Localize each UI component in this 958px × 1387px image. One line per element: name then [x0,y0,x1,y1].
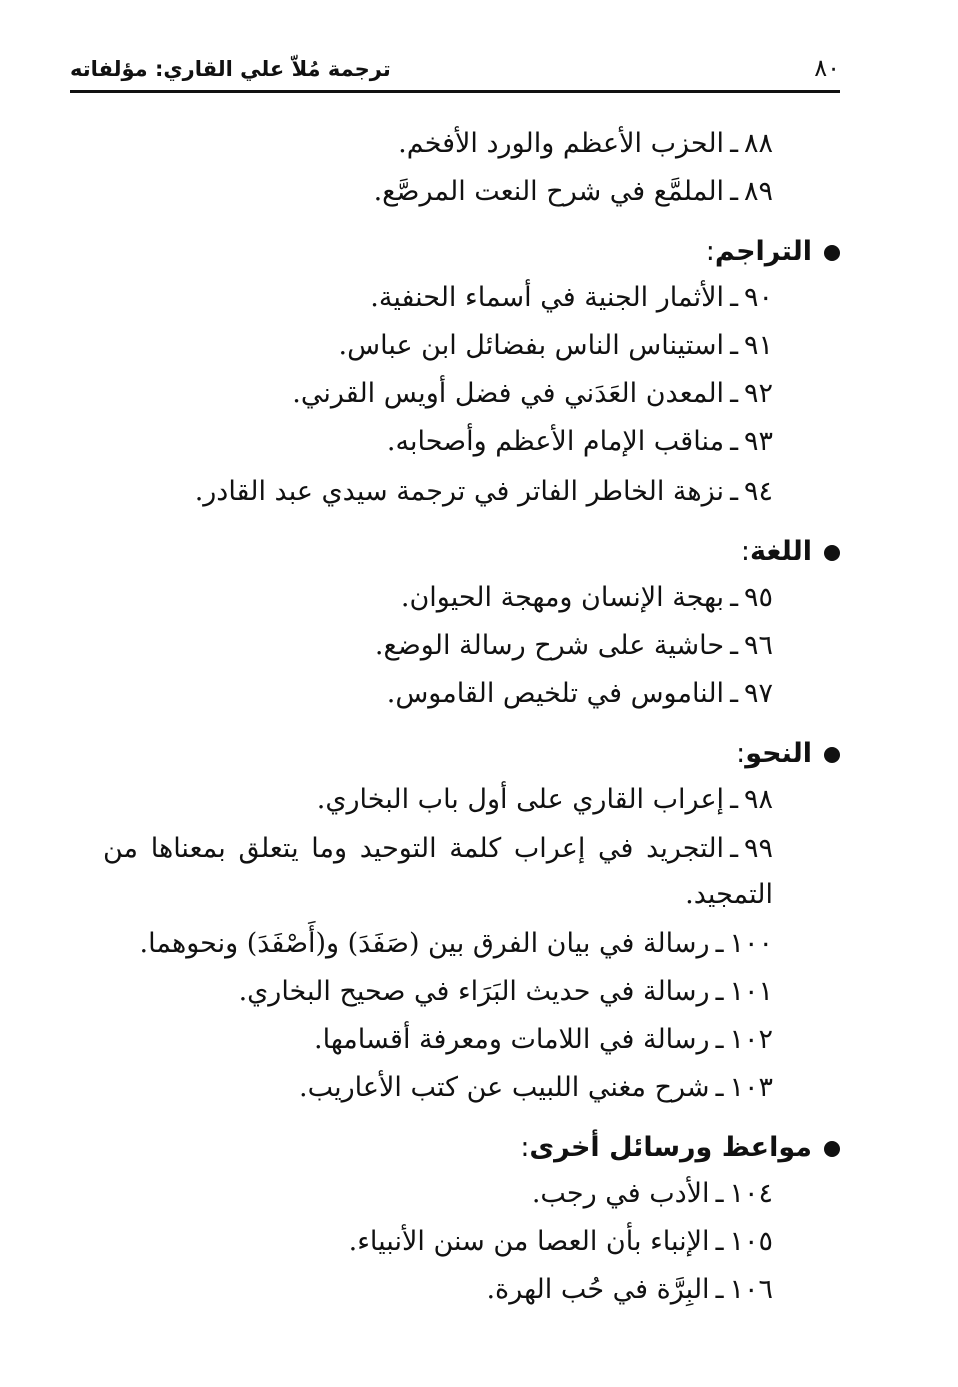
item-dash: ـ [715,1072,724,1103]
item-title: الأدب في رجب. [531,1178,710,1209]
list-item [349,1224,773,1260]
item-number: ٩٧ [743,678,773,709]
list-item [387,676,773,712]
item-number: ٩٦ [743,630,773,661]
list-item [299,1070,773,1106]
item-title: الملمَّع في شرح النعت المرصَّع. [373,176,725,207]
item-number: ١٠٣ [729,1072,773,1103]
bullet-icon [824,1141,840,1157]
item-number: ١٠٠ [729,928,773,959]
item-title: نزهة الخاطر الفاتر في ترجمة سيدي عبد القادر. [194,476,725,507]
list-item [401,580,773,616]
list-item [375,628,773,664]
list-item [370,280,773,316]
list-item [239,974,773,1010]
item-dash: ـ [730,426,738,457]
item-number: ٩٤ [743,476,773,507]
item-title: الحزب الأعظم والورد الأفخم. [398,128,725,159]
item-dash: ـ [730,784,738,815]
page-header [70,52,840,88]
item-number: ٩٣ [743,426,773,457]
item-number: ١٠٥ [729,1226,773,1257]
item-number: ٩٥ [743,582,773,613]
item-dash: ـ [730,476,738,507]
item-dash: ـ [715,1178,724,1209]
section-heading-nahw [736,736,840,772]
page-number: ٨٠ [814,54,840,82]
item-title: إعراب القاري على أول باب البخاري. [316,784,725,815]
item-number: ٩٢ [743,378,773,409]
item-title: مناقب الإمام الأعظم وأصحابه. [386,426,725,457]
item-title: الأثمار الجنية في أسماء الحنفية. [370,282,725,313]
item-number: ٩٠ [743,282,773,313]
item-title: رسالة في حديث البَرَاء في صحيح البخاري. [238,976,710,1007]
section-heading-lugha [741,534,840,570]
item-dash: ـ [730,678,738,709]
item-dash: ـ [730,330,738,361]
item-dash: ـ [730,833,738,864]
bullet-icon [824,545,840,561]
item-dash: ـ [730,378,738,409]
item-title: شرح مغني اللبيب عن كتب الأعاريب. [299,1072,710,1103]
item-title: الإنباء بأن العصا من سنن الأنبياء. [348,1226,710,1257]
item-dash: ـ [715,1226,724,1257]
item-title: التجريد في إعراب كلمة التوحيد وما يتعلق بمعناها من التمجيد. [103,833,773,910]
list-item [398,126,773,162]
section-title: اللغة [749,536,812,567]
item-dash: ـ [715,976,724,1007]
running-title: ترجمة مُلاّ علي القاري: مؤلفاته [70,57,391,81]
bullet-icon [824,245,840,261]
item-dash: ـ [730,128,738,159]
item-number: ١٠٦ [729,1274,773,1305]
item-number: ١٠٤ [729,1178,773,1209]
list-item [387,424,773,460]
item-number: ١٠١ [729,976,773,1007]
section-title: التراجم [714,236,812,267]
item-title: الناموس في تلخيص القاموس. [386,678,725,709]
item-title: استيناس الناس بفضائل ابن عباس. [338,330,725,361]
item-title: بهجة الإنسان ومهجة الحيوان. [400,582,725,613]
list-item [317,782,773,818]
list-item [532,1176,773,1212]
item-title: المعدن العَدَني في فضل أويس القرني. [292,378,725,409]
list-item [314,1022,773,1058]
item-dash: ـ [730,282,738,313]
list-item [374,174,773,210]
item-title: حاشية على شرح رسالة الوضع. [374,630,725,661]
section-heading-tarajim [706,234,840,270]
item-number: ٨٨ [743,128,773,159]
list-item [486,1272,773,1308]
section-heading-mawaiz [520,1130,840,1166]
section-colon: : [705,236,715,267]
item-title: البِرَّة في حُب الهرة. [486,1274,710,1305]
section-colon: : [736,738,746,769]
bullet-icon [824,747,840,763]
item-number: ٨٩ [743,176,773,207]
section-colon: : [740,536,750,567]
list-item [195,474,773,510]
list-item [339,328,773,364]
list-item [140,926,773,962]
item-number: ٩١ [743,330,773,361]
item-dash: ـ [715,928,724,959]
section-colon: : [520,1132,530,1163]
item-number: ١٠٢ [729,1024,773,1055]
section-title: النحو [745,738,812,769]
item-number: ٩٩ [743,833,773,864]
item-dash: ـ [730,176,738,207]
item-dash: ـ [730,582,738,613]
header-rule [70,90,840,93]
list-item [103,826,773,918]
list-item [292,376,773,412]
item-dash: ـ [730,630,738,661]
item-dash: ـ [715,1274,724,1305]
item-title: رسالة في بيان الفرق بين (صَفَدَ) و(أَصْفَدَ) ونحوهما. [139,928,710,959]
item-title: رسالة في اللامات ومعرفة أقسامها. [314,1024,710,1055]
section-title: مواعظ ورسائل أخرى [529,1132,812,1163]
item-dash: ـ [715,1024,724,1055]
item-number: ٩٨ [743,784,773,815]
